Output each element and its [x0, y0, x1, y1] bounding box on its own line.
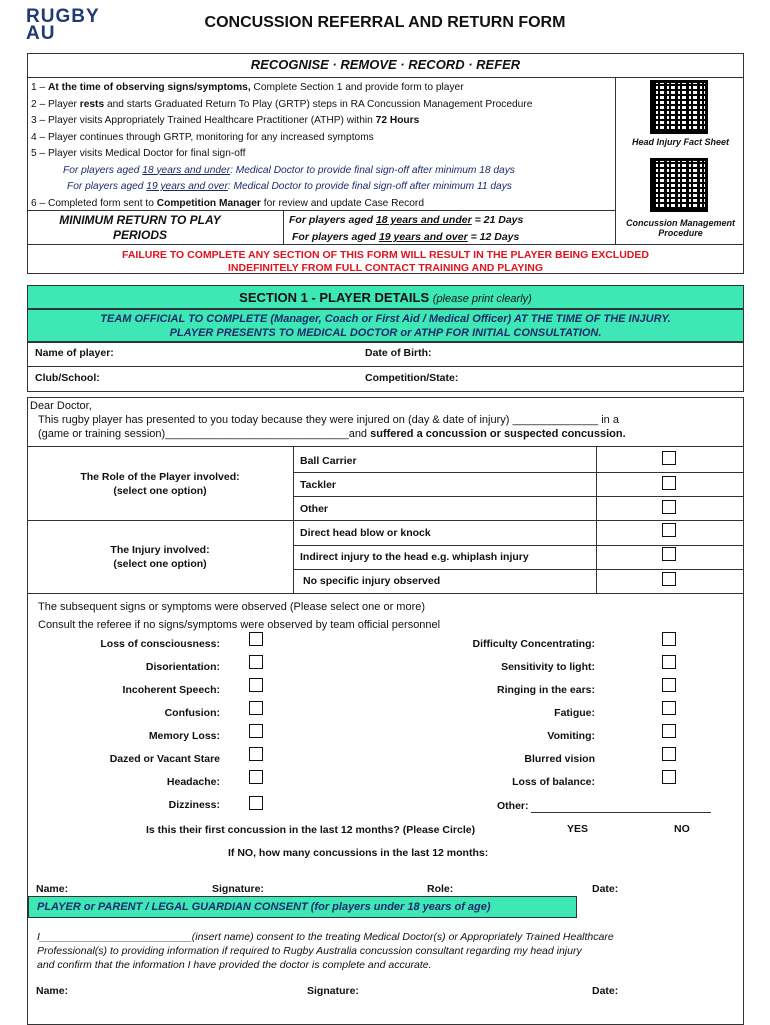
consent-title: PLAYER or PARENT / LEGAL GUARDIAN CONSENT (for players under 18 years of age) — [37, 901, 491, 913]
injury-label: The Injury involved: (select one option) — [110, 544, 210, 570]
qr-code-fact-sheet[interactable] — [650, 80, 708, 134]
step-6: 6 – Completed form sent to Competition Manager for review and update Case Record — [31, 197, 424, 209]
sign-confusion: Confusion: — [164, 707, 220, 719]
step-5-under: For players aged 18 years and under: Medical Doctor to provide final sign-off after minimum 18 days — [63, 164, 515, 176]
vomiting-checkbox[interactable] — [662, 724, 676, 738]
sign-fatigue: Fatigue: — [554, 707, 595, 719]
step-5-over: For players aged 19 years and over: Medical Doctor to provide final sign-off after minimum 11 days — [67, 181, 512, 192]
step-3: 3 – Player visits Appropriately Trained Healthcare Practitioner (ATHP) within 72 Hours — [31, 115, 420, 126]
ringing-ears-checkbox[interactable] — [662, 678, 676, 692]
official-name-label: Name: — [36, 883, 69, 895]
incoherent-speech-checkbox[interactable] — [249, 678, 263, 692]
logo-line-1: RUGBY — [26, 6, 100, 27]
indirect-injury-checkbox[interactable] — [662, 547, 676, 561]
no-injury-checkbox[interactable] — [662, 572, 676, 586]
section-1-title: SECTION 1 - PLAYER DETAILS (please print clearly) — [239, 290, 532, 305]
loc-checkbox[interactable] — [249, 632, 263, 646]
official-date-label: Date: — [592, 883, 619, 895]
yes-option[interactable]: YES — [567, 823, 589, 835]
min-return-label: MINIMUM RETURN TO PLAY PERIODS — [59, 213, 221, 242]
recognise-banner: RECOGNISE · REMOVE · RECORD · REFER — [250, 57, 521, 72]
letter-text: Dear Doctor, This rugby player has presented to you today because they were injured on (day & date of injury) ______________ in a (game or training session)______________________________and suffered a concussion or suspected concussion. — [30, 400, 626, 440]
failure-warning: FAILURE TO COMPLETE ANY SECTION OF THIS FORM WILL RESULT IN THE PLAYER BEING EXCLUDED INDEFINITELY FROM FULL CONTACT TRAINING AND PLAYING — [122, 249, 649, 274]
sign-disorientation: Disorientation: — [145, 661, 220, 673]
concentrating-checkbox[interactable] — [662, 632, 676, 646]
direct-blow-checkbox[interactable] — [662, 523, 676, 537]
step-5: 5 – Player visits Medical Doctor for final sign-off — [31, 148, 246, 159]
sign-loss-of-consciousness: Loss of consciousness: — [100, 638, 220, 650]
blurred-vision-checkbox[interactable] — [662, 747, 676, 761]
role-other: Other — [300, 503, 329, 515]
tackler-checkbox[interactable] — [662, 476, 676, 490]
confusion-checkbox[interactable] — [249, 701, 263, 715]
name-of-player-label: Name of player: — [35, 347, 114, 359]
disorientation-checkbox[interactable] — [249, 655, 263, 669]
injury-none: No specific injury observed — [303, 575, 441, 587]
role-ball-carrier: Ball Carrier — [300, 455, 357, 467]
headache-checkbox[interactable] — [249, 770, 263, 784]
how-many-concussions: If NO, how many concussions in the last 12 months: — [228, 847, 489, 859]
logo-line-2: AU — [26, 23, 56, 44]
min-return-over: For players aged 19 years and over = 12 Days — [292, 231, 520, 243]
ball-carrier-checkbox[interactable] — [662, 451, 676, 465]
competition-label: Competition/State: — [365, 372, 459, 384]
dazed-stare-checkbox[interactable] — [249, 747, 263, 761]
role-label: The Role of the Player involved: (select one option) — [80, 471, 240, 497]
sign-headache: Headache: — [166, 776, 220, 788]
first-concussion-question: Is this their first concussion in the last 12 months? (Please Circle) — [146, 824, 476, 836]
step-4: 4 – Player continues through GRTP, monitoring for any increased symptoms — [31, 131, 374, 143]
consent-name-label: Name: — [36, 985, 69, 997]
fatigue-checkbox[interactable] — [662, 701, 676, 715]
sign-dizziness: Dizziness: — [168, 799, 220, 811]
qr-label-procedure: Concussion Management Procedure — [625, 218, 735, 238]
consent-signature-label: Signature: — [307, 985, 359, 997]
memory-loss-checkbox[interactable] — [249, 724, 263, 738]
consent-text: I__________________________(insert name) consent to the treating Medical Doctor(s) or Appropriately Trained Healthcare Professional(s) to providing information if required to Rugby Australia concussion consultant regarding my head injury and confirm that the information I have provided the doctor is complete and accurate. — [37, 931, 614, 971]
dob-label: Date of Birth: — [365, 347, 432, 359]
injury-indirect: Indirect injury to the head e.g. whiplash injury — [300, 551, 529, 563]
sign-ringing-ears: Ringing in the ears: — [496, 684, 595, 696]
sign-loss-balance: Loss of balance: — [512, 776, 595, 788]
steps-list — [31, 80, 532, 212]
sign-difficulty-concentrating: Difficulty Concentrating: — [472, 638, 595, 650]
min-return-under: For players aged 18 years and under = 21 Days — [289, 214, 524, 226]
official-signature-label: Signature: — [212, 883, 264, 895]
other-field[interactable] — [531, 812, 711, 813]
signs-intro: The subsequent signs or symptoms were observed (Please select one or more) Consult the referee if no signs/symptoms were observed by team official personnel — [38, 601, 441, 631]
sign-vomiting: Vomiting: — [547, 730, 595, 742]
sign-incoherent-speech: Incoherent Speech: — [122, 684, 220, 696]
sign-sensitivity-light: Sensitivity to light: — [501, 661, 595, 673]
injury-direct: Direct head blow or knock — [300, 527, 431, 539]
sign-other-label: Other: — [497, 800, 529, 812]
instructions-text: TEAM OFFICIAL TO COMPLETE (Manager, Coach or First Aid / Medical Officer) AT THE TIME OF THE INJURY. PLAYER PRESENTS TO MEDICAL DOCTOR or ATHP FOR INITIAL CONSULTATION. — [100, 313, 671, 339]
role-tackler: Tackler — [300, 479, 336, 491]
role-other-checkbox[interactable] — [662, 500, 676, 514]
step-1: 1 – At the time of observing signs/symptoms, Complete Section 1 and provide form to player — [31, 82, 464, 93]
dizziness-checkbox[interactable] — [249, 796, 263, 810]
qr-label-fact-sheet: Head Injury Fact Sheet — [631, 137, 730, 147]
consent-date-label: Date: — [592, 985, 619, 997]
sign-blurred-vision: Blurred vision — [524, 753, 595, 765]
sign-dazed-stare: Dazed or Vacant Stare — [109, 753, 220, 765]
sign-memory-loss: Memory Loss: — [148, 730, 220, 742]
no-option[interactable]: NO — [674, 823, 690, 835]
step-2: 2 – Player rests and starts Graduated Return To Play (GRTP) steps in RA Concussion Management Procedure — [31, 98, 533, 110]
qr-code-procedure[interactable] — [650, 158, 708, 212]
club-label: Club/School: — [35, 372, 100, 384]
light-sensitivity-checkbox[interactable] — [662, 655, 676, 669]
official-role-label: Role: — [427, 883, 454, 895]
form-title: CONCUSSION REFERRAL AND RETURN FORM — [204, 14, 566, 31]
loss-balance-checkbox[interactable] — [662, 770, 676, 784]
